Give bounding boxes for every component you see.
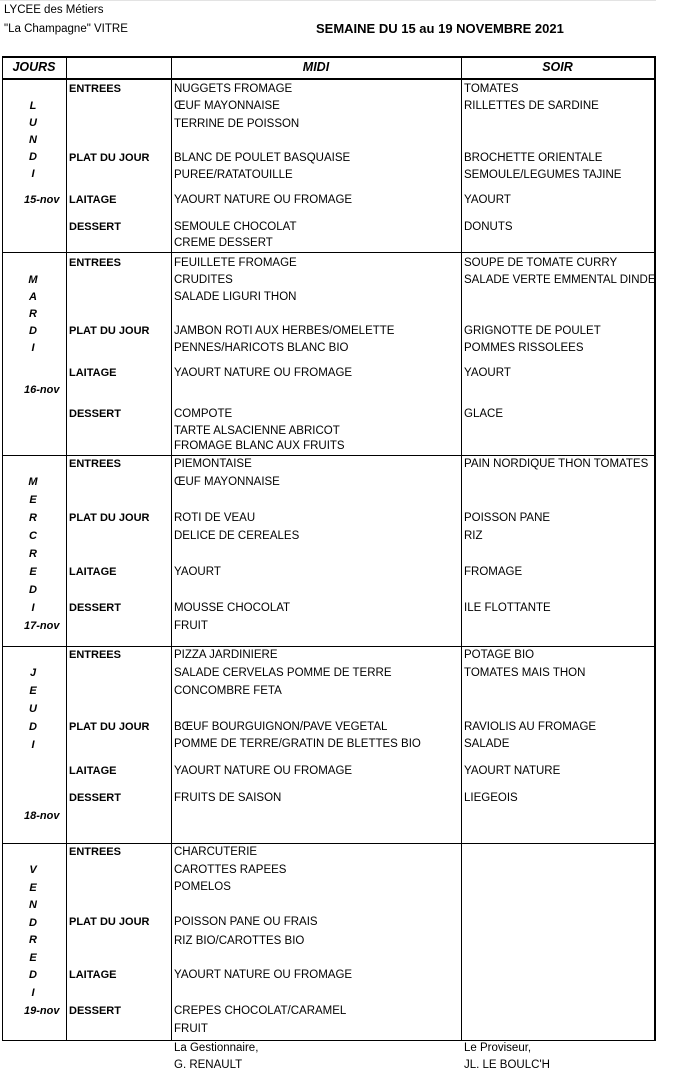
- midi-dish: TARTE ALSACIENNE ABRICOT: [174, 425, 340, 437]
- day-letter: U: [29, 117, 37, 129]
- day-letter: E: [29, 951, 37, 964]
- midi-dish: BLANC DE POULET BASQUAISE: [174, 152, 351, 164]
- day-letter: U: [29, 703, 37, 715]
- day-separator: [2, 455, 655, 456]
- category-label: DESSERT: [69, 602, 121, 614]
- soir-dish: TOMATES MAIS THON: [464, 667, 586, 679]
- day-letter: R: [29, 548, 37, 560]
- midi-dish: PENNES/HARICOTS BLANC BIO: [174, 342, 349, 354]
- soir-dish: SOUPE DE TOMATE CURRY: [464, 257, 618, 269]
- midi-dish: YAOURT NATURE OU FROMAGE: [174, 765, 353, 777]
- midi-dish: FRUIT: [174, 1023, 208, 1035]
- day-letter: N: [29, 899, 37, 911]
- day-separator: [2, 646, 655, 647]
- soir-dish: FROMAGE: [464, 566, 523, 578]
- midi-dish: RIZ BIO/CAROTTES BIO: [174, 935, 305, 947]
- midi-dish: SALADE LIGURI THON: [174, 291, 297, 303]
- soir-dish: LIEGEOIS: [464, 792, 518, 804]
- midi-dish: CAROTTES RAPEES: [174, 864, 287, 876]
- midi-dish: CREME DESSERT: [174, 237, 273, 249]
- soir-dish: RILLETTES DE SARDINE: [464, 100, 599, 112]
- day-letter: V: [29, 864, 37, 876]
- signature-left-name: G. RENAULT: [174, 1059, 243, 1071]
- midi-dish: JAMBON ROTI AUX HERBES/OMELETTE: [174, 325, 395, 337]
- day-letter: C: [29, 530, 37, 542]
- day-letter: R: [29, 308, 37, 320]
- midi-dish: SALADE CERVELAS POMME DE TERRE: [174, 667, 392, 679]
- divider-midi: [461, 56, 462, 1041]
- day-letter: D: [29, 969, 37, 981]
- midi-dish: NUGGETS FROMAGE: [174, 83, 293, 95]
- category-label: ENTREES: [69, 83, 121, 95]
- border-left: [2, 56, 3, 1041]
- school-name: LYCEE des Métiers: [4, 4, 104, 16]
- midi-dish: YAOURT NATURE OU FROMAGE: [174, 194, 353, 206]
- midi-dish: CREPES CHOCOLAT/CARAMEL: [174, 1005, 347, 1017]
- midi-dish: COMPOTE: [174, 408, 233, 420]
- soir-dish: PAIN NORDIQUE THON TOMATES: [464, 458, 649, 470]
- midi-dish: FRUITS DE SAISON: [174, 792, 282, 804]
- midi-dish: POISSON PANE OU FRAIS: [174, 916, 318, 928]
- midi-dish: ŒUF MAYONNAISE: [174, 476, 280, 488]
- soir-dish: SEMOULE/LEGUMES TAJINE: [464, 169, 622, 181]
- soir-dish: TOMATES: [464, 83, 519, 95]
- soir-dish: SALADE VERTE EMMENTAL DINDE: [464, 274, 656, 286]
- day-date: 16-nov: [24, 384, 60, 396]
- day-separator: [2, 1040, 655, 1041]
- day-letter: L: [29, 100, 37, 112]
- soir-dish: SALADE: [464, 738, 510, 750]
- category-label: DESSERT: [69, 408, 121, 420]
- day-separator: [2, 843, 655, 844]
- day-separator: [2, 252, 655, 253]
- day-letter: N: [29, 134, 37, 146]
- midi-dish: TERRINE DE POISSON: [174, 118, 300, 130]
- midi-dish: POMELOS: [174, 881, 231, 893]
- soir-dish: YAOURT: [464, 367, 511, 379]
- border-right: [654, 56, 656, 1041]
- category-label: ENTREES: [69, 458, 121, 470]
- day-letter: D: [29, 916, 37, 929]
- soir-dish: YAOURT NATURE: [464, 765, 561, 777]
- day-letter: M: [28, 274, 38, 286]
- day-letter: E: [29, 566, 37, 578]
- school-location: "La Champagne" VITRE: [4, 23, 128, 35]
- midi-dish: ŒUF MAYONNAISE: [174, 100, 280, 112]
- category-label: PLAT DU JOUR: [69, 512, 150, 524]
- category-label: PLAT DU JOUR: [69, 916, 150, 928]
- day-letter: E: [29, 685, 37, 697]
- category-label: DESSERT: [69, 792, 121, 804]
- day-letter: R: [29, 512, 37, 524]
- header-bottom-border: [2, 78, 655, 80]
- signature-right-name: JL. LE BOULC'H: [464, 1059, 550, 1071]
- midi-dish: YAOURT NATURE OU FROMAGE: [174, 969, 353, 981]
- midi-dish: SEMOULE CHOCOLAT: [174, 221, 297, 233]
- category-label: LAITAGE: [69, 367, 117, 379]
- midi-dish: PIZZA JARDINIERE: [174, 649, 278, 661]
- day-letter: I: [31, 739, 35, 751]
- day-letter: E: [29, 494, 37, 506]
- day-letter: A: [29, 291, 37, 303]
- day-letter: D: [29, 151, 37, 163]
- day-date: 17-nov: [24, 620, 60, 632]
- day-letter: D: [29, 721, 37, 733]
- day-letter: R: [29, 934, 37, 946]
- day-letter: E: [29, 881, 37, 894]
- day-letter: I: [31, 342, 35, 354]
- midi-dish: PIEMONTAISE: [174, 458, 252, 470]
- midi-dish: YAOURT: [174, 566, 221, 578]
- soir-dish: DONUTS: [464, 221, 513, 233]
- day-date: 15-nov: [24, 194, 60, 206]
- midi-dish: MOUSSE CHOCOLAT: [174, 602, 291, 614]
- soir-dish: RAVIOLIS AU FROMAGE: [464, 721, 597, 733]
- midi-dish: CRUDITES: [174, 274, 233, 286]
- midi-dish: PUREE/RATATOUILLE: [174, 169, 293, 181]
- soir-dish: POTAGE BIO: [464, 649, 535, 661]
- category-label: LAITAGE: [69, 566, 117, 578]
- day-letter: J: [29, 667, 37, 679]
- day-letter: I: [31, 602, 35, 614]
- header-soir: SOIR: [542, 60, 573, 74]
- midi-dish: FEUILLETE FROMAGE: [174, 257, 297, 269]
- category-label: LAITAGE: [69, 969, 117, 981]
- signature-right-role: Le Proviseur,: [464, 1042, 532, 1054]
- soir-dish: GRIGNOTTE DE POULET: [464, 325, 601, 337]
- midi-dish: FROMAGE BLANC AUX FRUITS: [174, 440, 345, 452]
- midi-dish: YAOURT NATURE OU FROMAGE: [174, 367, 353, 379]
- midi-dish: BŒUF BOURGUIGNON/PAVE VEGETAL: [174, 721, 388, 733]
- category-label: ENTREES: [69, 846, 121, 858]
- midi-dish: POMME DE TERRE/GRATIN DE BLETTES BIO: [174, 738, 421, 750]
- category-label: ENTREES: [69, 257, 121, 269]
- category-label: PLAT DU JOUR: [69, 152, 150, 164]
- category-label: DESSERT: [69, 221, 121, 233]
- midi-dish: FRUIT: [174, 620, 208, 632]
- day-letter: M: [28, 476, 38, 488]
- soir-dish: YAOURT: [464, 194, 511, 206]
- signature-left-role: La Gestionnaire,: [174, 1042, 259, 1054]
- table-top-border: [2, 56, 655, 58]
- category-label: PLAT DU JOUR: [69, 325, 150, 337]
- soir-dish: RIZ: [464, 530, 483, 542]
- divider-cat: [171, 56, 172, 1041]
- day-letter: D: [29, 325, 37, 337]
- category-label: LAITAGE: [69, 194, 117, 206]
- midi-dish: CONCOMBRE FETA: [174, 685, 282, 697]
- soir-dish: POMMES RISSOLEES: [464, 342, 584, 354]
- soir-dish: GLACE: [464, 408, 503, 420]
- category-label: LAITAGE: [69, 765, 117, 777]
- day-date: 18-nov: [24, 810, 60, 822]
- day-letter: D: [29, 584, 37, 596]
- day-letter: I: [31, 986, 35, 999]
- midi-dish: ROTI DE VEAU: [174, 512, 256, 524]
- top-rule: [0, 0, 656, 1]
- midi-dish: CHARCUTERIE: [174, 846, 258, 858]
- category-label: DESSERT: [69, 1005, 121, 1017]
- soir-dish: BROCHETTE ORIENTALE: [464, 152, 603, 164]
- day-letter: I: [31, 168, 35, 180]
- soir-dish: POISSON PANE: [464, 512, 551, 524]
- midi-dish: DELICE DE CEREALES: [174, 530, 300, 542]
- divider-jours: [66, 56, 67, 1041]
- category-label: ENTREES: [69, 649, 121, 661]
- page-title: SEMAINE DU 15 au 19 NOVEMBRE 2021: [316, 21, 564, 36]
- header-jours: JOURS: [12, 60, 56, 74]
- category-label: PLAT DU JOUR: [69, 721, 150, 733]
- soir-dish: ILE FLOTTANTE: [464, 602, 551, 614]
- header-midi: MIDI: [302, 60, 330, 74]
- day-date: 19-nov: [24, 1005, 60, 1017]
